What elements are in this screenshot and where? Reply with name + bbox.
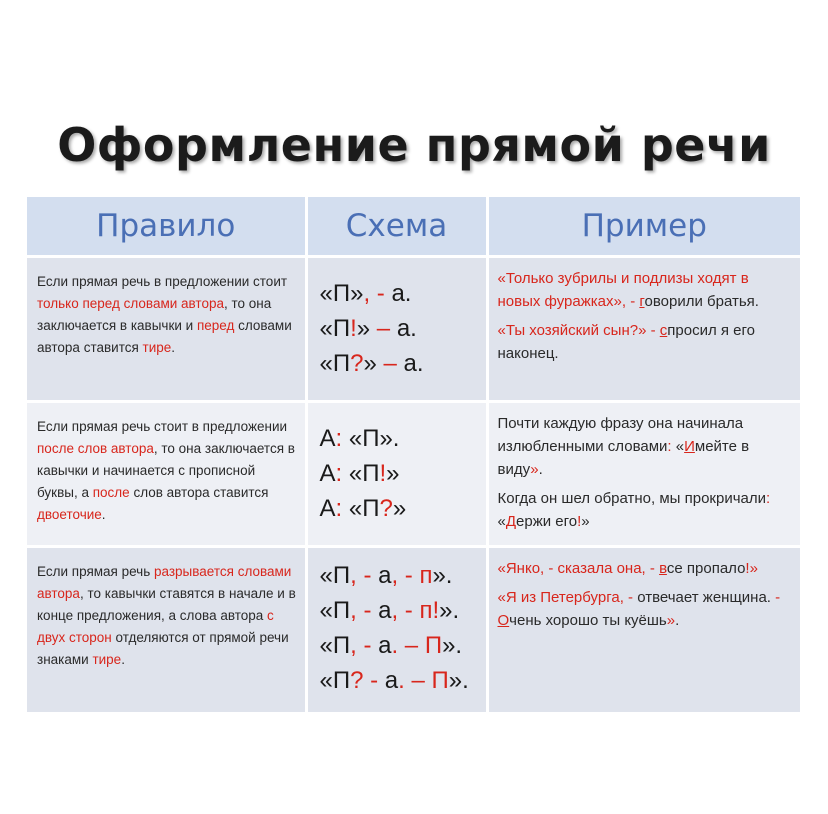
text-run: » xyxy=(356,315,377,342)
scheme-line xyxy=(320,663,478,698)
text-run: « xyxy=(497,513,506,530)
highlight-text: » xyxy=(666,612,676,629)
scheme-lines xyxy=(308,258,486,381)
highlight-text: с двух сторон xyxy=(37,608,274,645)
highlight-text: после xyxy=(92,485,130,500)
text-run: чень хорошо ты куёшь xyxy=(509,612,667,629)
rule-text xyxy=(27,548,305,671)
highlight-text: п xyxy=(412,562,433,589)
scheme-line xyxy=(320,628,478,663)
example-sentence xyxy=(498,319,793,365)
highlight-text: – xyxy=(383,350,397,377)
text-run: «П xyxy=(342,495,380,522)
highlight-text: : xyxy=(335,495,343,522)
text-run: «П» xyxy=(319,280,364,307)
text-run: , то она заключается в кавычки и xyxy=(37,296,272,333)
text-run: Если прямая речь стоит в предложении xyxy=(37,419,288,434)
text-run: слов автора ставится xyxy=(129,485,269,500)
highlight-text: Д xyxy=(505,513,517,530)
highlight-text: ?» - xyxy=(629,322,656,339)
highlight-text: . xyxy=(391,632,399,659)
highlight-text: разрывается словами автора xyxy=(37,564,292,601)
highlight-text: , - xyxy=(350,597,372,624)
header-scheme: Схема xyxy=(306,197,487,257)
rule-cell xyxy=(27,547,306,714)
text-run: а. xyxy=(390,315,417,342)
highlight-text: , - xyxy=(363,280,385,307)
scheme-cell xyxy=(306,547,487,714)
highlight-text: г xyxy=(639,293,645,310)
direct-speech-table xyxy=(27,197,800,715)
text-run: отвечает женщина. xyxy=(633,589,776,606)
highlight-text: «Я из Петербурга xyxy=(497,589,620,606)
text-run: словами автора ставится xyxy=(37,318,292,355)
text-run: а xyxy=(371,562,392,589)
example-sentence xyxy=(498,487,793,533)
highlight-text: : xyxy=(335,460,343,487)
scheme-lines xyxy=(308,403,486,526)
example-sentence xyxy=(498,586,793,632)
scheme-line xyxy=(320,491,478,526)
scheme-line xyxy=(320,593,478,628)
highlight-text: » xyxy=(530,461,539,478)
example-sentence xyxy=(498,412,793,481)
text-run: Если прямая речь в предложении стоит xyxy=(37,274,288,289)
scheme-cell xyxy=(306,257,487,402)
highlight-text: - xyxy=(649,560,655,577)
scheme-line xyxy=(320,311,478,346)
text-run: Если прямая речь xyxy=(37,564,154,579)
example-text xyxy=(489,403,801,533)
scheme-lines xyxy=(308,548,486,698)
example-cell xyxy=(487,257,800,402)
highlight-text: двоеточие xyxy=(37,507,102,522)
highlight-text: ? - xyxy=(350,667,379,694)
text-run: а. xyxy=(384,280,412,307)
highlight-text: ! xyxy=(577,513,582,530)
highlight-text: И xyxy=(684,438,695,455)
highlight-text: ! xyxy=(350,315,357,342)
text-run xyxy=(398,632,405,659)
example-sentence xyxy=(498,557,793,580)
text-run: » xyxy=(581,513,590,530)
highlight-text: после слов автора xyxy=(37,441,154,456)
highlight-text: ? xyxy=(379,495,393,522)
scheme-line xyxy=(320,276,478,311)
highlight-text: », - xyxy=(613,293,636,310)
scheme-line xyxy=(320,346,478,381)
text-run: Почти каждую фразу она начинала излюбленными словами xyxy=(497,415,744,455)
highlight-text: с xyxy=(659,322,668,339)
text-run: «П xyxy=(342,460,380,487)
scheme-line xyxy=(320,558,478,593)
highlight-text: , - xyxy=(391,597,413,624)
text-run: «П». xyxy=(342,425,400,452)
text-run: «П xyxy=(319,597,351,624)
page-title: Оформление прямой речи xyxy=(57,118,771,172)
highlight-text: – xyxy=(404,632,419,659)
text-run: » xyxy=(363,350,384,377)
text-run: се пропало xyxy=(666,560,746,577)
text-run: отделяются от прямой речи знаками xyxy=(37,630,289,667)
highlight-text: – xyxy=(376,315,391,342)
highlight-text: ? xyxy=(350,350,364,377)
example-sentence xyxy=(498,267,793,313)
text-run: ». xyxy=(442,632,463,659)
highlight-text: П xyxy=(424,667,449,694)
text-run: А xyxy=(319,425,336,452)
highlight-text: , - xyxy=(350,632,372,659)
highlight-text: тире xyxy=(92,652,122,667)
text-run: » xyxy=(392,495,407,522)
text-run: ». xyxy=(439,597,460,624)
table-header-row xyxy=(27,197,800,257)
highlight-text: п xyxy=(412,597,433,624)
scheme-line xyxy=(320,456,478,491)
text-run: просил я его наконец. xyxy=(497,322,755,362)
table-row xyxy=(27,257,800,402)
header-example: Пример xyxy=(487,197,800,257)
highlight-text: ! xyxy=(379,460,387,487)
scheme-cell xyxy=(306,402,487,547)
highlight-text: - xyxy=(775,589,781,606)
text-run: «П xyxy=(319,315,351,342)
highlight-text: , - xyxy=(350,562,372,589)
rule-text xyxy=(27,403,305,526)
highlight-text: тире xyxy=(142,340,172,355)
highlight-text: «Янко, - сказала она, xyxy=(497,560,650,577)
text-run: . xyxy=(171,340,176,355)
text-run: ». xyxy=(432,562,453,589)
highlight-text: , - xyxy=(391,562,413,589)
rule-cell xyxy=(27,402,306,547)
highlight-text: » xyxy=(749,560,758,577)
text-run: . xyxy=(101,507,106,522)
highlight-text: перед xyxy=(196,318,235,333)
text-run: а xyxy=(371,597,392,624)
table-row xyxy=(27,547,800,714)
rule-text xyxy=(27,258,305,359)
highlight-text: П xyxy=(418,632,443,659)
example-text xyxy=(489,548,801,632)
highlight-text: в xyxy=(659,560,667,577)
example-cell xyxy=(487,547,800,714)
highlight-text: – xyxy=(411,667,425,694)
text-run: а xyxy=(378,667,399,694)
text-run: , то она заключается в кавычки и начинается с прописной буквы, а xyxy=(37,441,295,500)
text-run: А xyxy=(319,460,336,487)
text-run: оворили братья. xyxy=(644,293,759,310)
text-run: , то кавычки ставятся в начале и в конце предложения, а слова автора xyxy=(37,586,296,623)
text-run: «П xyxy=(319,350,351,377)
text-run: » xyxy=(386,460,400,487)
highlight-text: «Ты хозяйский сын xyxy=(497,322,630,339)
text-run: Когда он шел обратно, мы прокричали xyxy=(497,490,766,507)
highlight-text: ! xyxy=(745,560,750,577)
text-run: «П xyxy=(319,632,351,659)
text-run: а. xyxy=(396,350,424,377)
text-run: мейте в виду xyxy=(497,438,750,478)
highlight-text: , - xyxy=(619,589,634,606)
rule-cell xyxy=(27,257,306,402)
highlight-text: : xyxy=(766,490,771,507)
text-run: . xyxy=(121,652,125,667)
text-run: «П xyxy=(319,562,351,589)
text-run: . xyxy=(538,461,543,478)
highlight-text: : xyxy=(335,425,343,452)
text-run: . xyxy=(675,612,680,629)
highlight-text: . xyxy=(398,667,405,694)
text-run: « xyxy=(671,438,685,455)
text-run: А xyxy=(319,495,336,522)
highlight-text: ! xyxy=(432,597,440,624)
highlight-text: : xyxy=(667,438,672,455)
table-row xyxy=(27,402,800,547)
example-text xyxy=(489,258,801,365)
text-run: а xyxy=(371,632,392,659)
text-run: ». xyxy=(448,667,469,694)
highlight-text: «Только зубрилы и подлизы ходят в новых фуражках xyxy=(497,270,749,310)
scheme-line xyxy=(320,421,478,456)
example-cell xyxy=(487,402,800,547)
header-rule: Правило xyxy=(27,197,306,257)
text-run: «П xyxy=(319,667,351,694)
highlight-text: только перед словами автора xyxy=(37,296,224,311)
text-run: ержи его xyxy=(516,513,578,530)
highlight-text: О xyxy=(497,612,510,629)
